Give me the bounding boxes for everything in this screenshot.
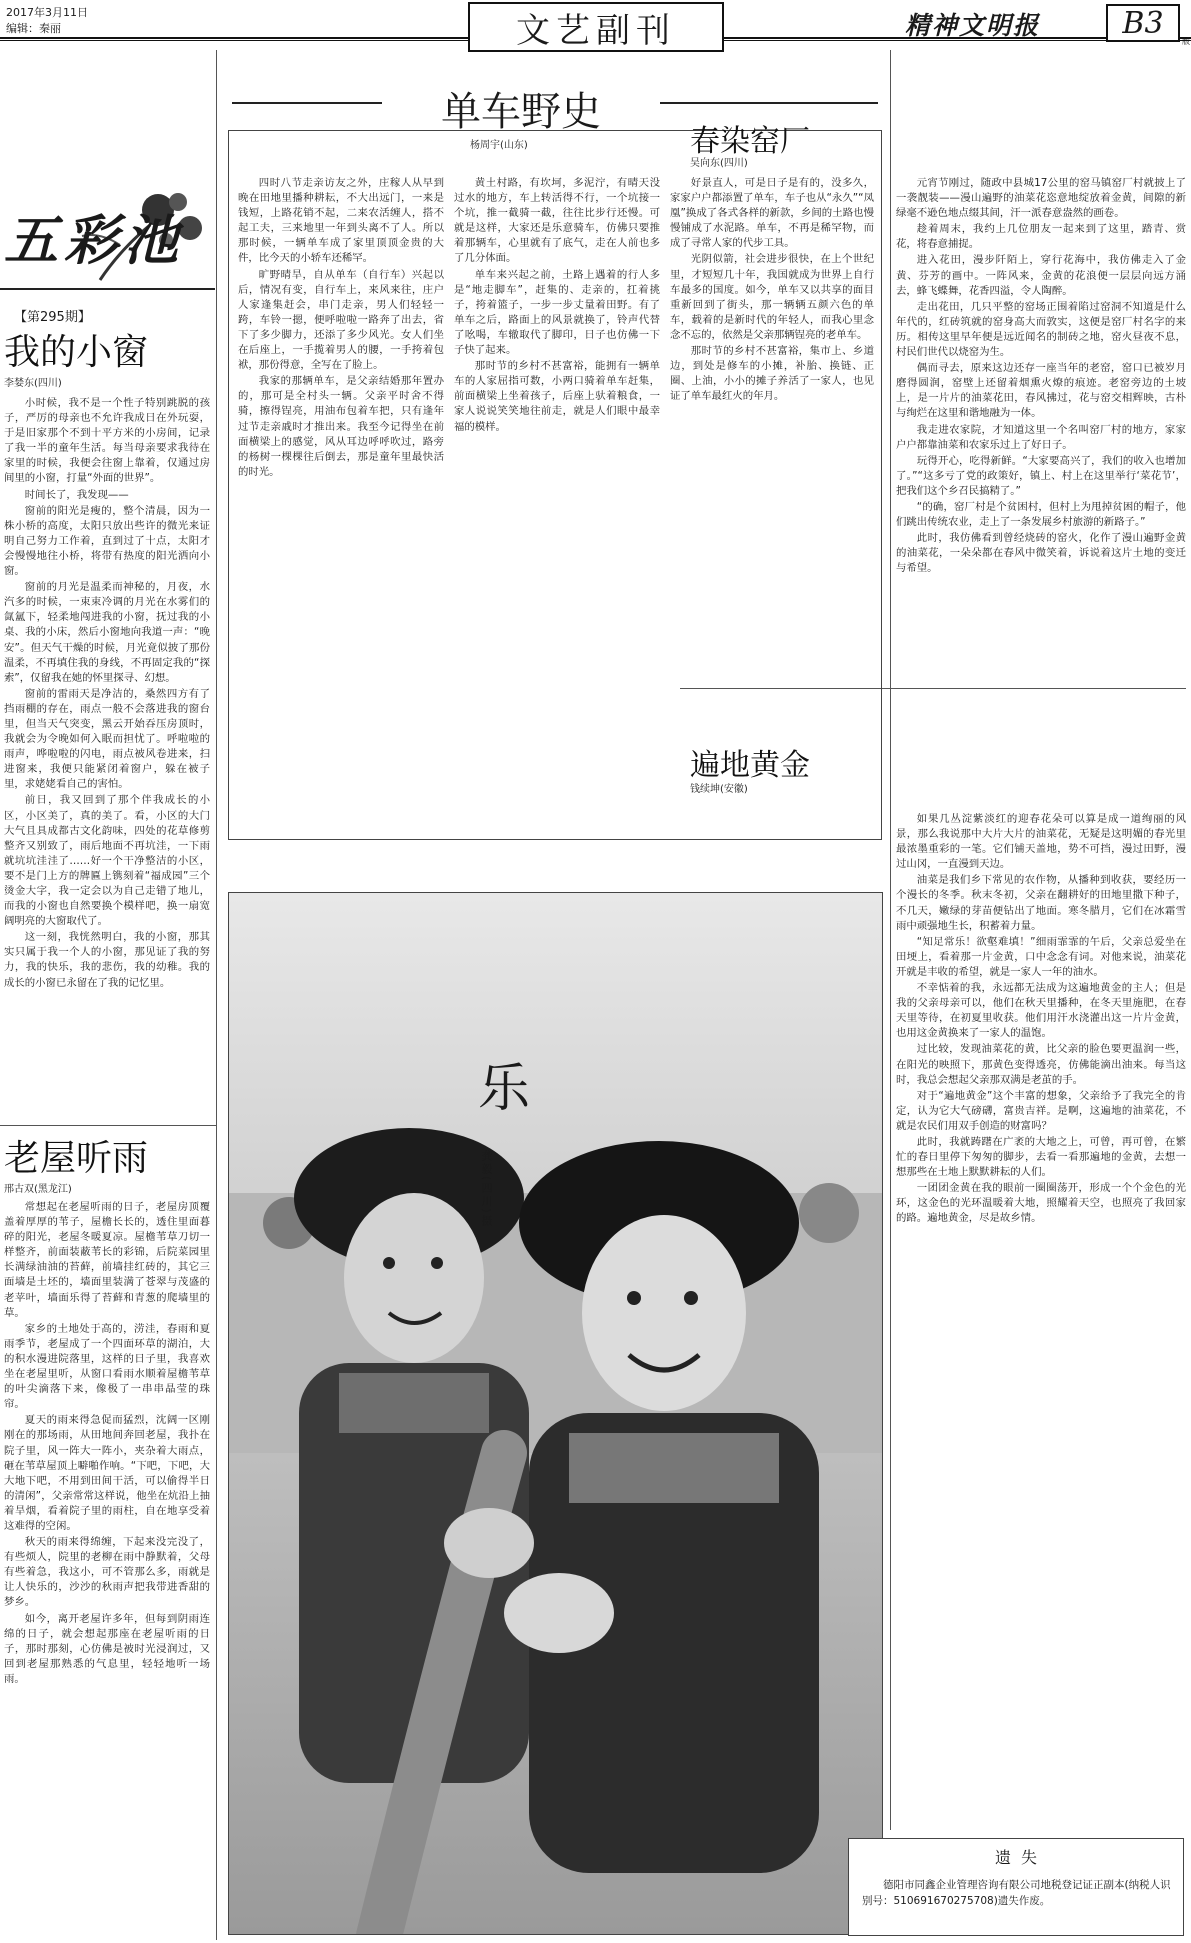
paragraph: 这一刻，我恍然明白，我的小窗，那其实只属于我一个人的小窗，那见证了我的努力，我的快乐，我的悲伤，我的幼稚。我的成长的小窗已永留在了我的记忆里。 [4, 931, 210, 989]
section-title-box [468, 2, 724, 52]
page-suffix: 版 [1182, 37, 1190, 46]
paragraph: 进入花田，漫步阡陌上，穿行花海中，我仿佛走入了金黄、芬芳的画中。一阵风来，金黄的花浪便一层层向远方涌去，蜂飞蝶舞，花香四溢，令人陶醉。 [896, 254, 1186, 297]
lost-notice-body: 德阳市同鑫企业管理咨询有限公司地税登记证正副本(纳税人识别号：510691670275708)遗失作废。 [862, 1879, 1171, 1907]
photo-title: 乐 [478, 1059, 531, 1119]
paragraph: “知足常乐！欲壑难填！”细雨霏霏的午后，父亲总爱坐在田埂上，看着那一片金黄，口中念念有词。对他来说，油菜花开就是丰收的希望，就是一家人一年的油水。 [896, 935, 1186, 978]
paragraph: 单车来兴起之前，土路上遇着的行人多是“地走脚车”，赶集的、走亲的，扛着挑子，挎着篮子，一步一步丈量着田野。有了单车之后，路面上的风景就换了，铃声代替了吆喝，车辙取代了脚印，日子也仿佛一下子快了起来。 [454, 268, 660, 357]
byline-gold: 钱续坤(安徽) [690, 784, 748, 795]
paragraph: 过比较，发现油菜花的黄，比父亲的脸色要更温润一些，在阳光的映照下，那黄色变得透亮，仿佛能滴出油来。每当这时，我总会想起父亲那双满是老茧的手。 [896, 1043, 1186, 1086]
byline-kiln: 吴向东(四川) [690, 158, 748, 169]
paragraph: 窗前的雷雨天是净洁的，桑然四方有了挡雨棚的存在，雨点一般不会落进我的窗台里，但当天气突变，黑云开始吞压房顶时，我就会为令晚如何入眠而担忧了。呼啦啦的雨声，哗啦啦的闪电，雨点被风卷进来，扫进窗来，我便只能紧闭着窗户，躲在被子里，求姥姥看自己的害怕。 [4, 687, 210, 791]
issue-date: 2017年3月11日 [6, 6, 88, 19]
article-title-bike: 单车野史 [441, 89, 601, 135]
paragraph: “的确，窑厂村是个贫困村，但村上为甩掉贫困的帽子，他们跳出传统农业，走上了一条发展乡村旅游的新路子。” [896, 500, 1186, 529]
paragraph: 常想起在老屋听雨的日子，老屋房顶覆盖着厚厚的苇子，屋檐长长的，透住里面暮碎的阳光，老屋冬暖夏凉。屋檐苇草刀切一样整齐，前面装蔽苇长的彩锦，后院菜园里长满绿油油的苔藓，前墙挂红砖的，其它三面墙是土坯的，墙面里装满了苍翠与茂盛的老苹叶，墙面乐得了苔藓和青葱的爬墙里的草。 [4, 1201, 210, 1319]
paragraph: 玩得开心，吃得新鲜。“大家要高兴了，我们的收入也增加了。”“这多亏了党的政策好，镇上、村上在这里举行‘菜花节’，把我们这个乡召民搞精了。” [896, 454, 1186, 497]
paragraph: 小时候，我不是一个性子特别跳脱的孩子，严厉的母亲也不允许我成日在外玩耍，于是旧家那个不到十平方米的小房间，记录了我一半的童年生活。每当母亲要求我待在家里的时候，我便会往窗上靠着，仅通过房间里的小窗，打量“外面的世界”。 [4, 397, 210, 485]
paragraph: 家乡的土地处于高的，涝洼，春雨和夏雨季节，老屋成了一个四面环草的湖泊，大的积水漫进院落里，这样的日子里，我喜欢坐在老屋里听，从窗口看雨水顺着屋檐苇草的叶尖滴落下来，像极了一串串晶莹的珠帘。 [4, 1322, 210, 1411]
paragraph: 偶而寻去，原来这边还存一座当年的老窑，窑口已被岁月磨得圆润，窑壁上还留着烟熏火燎的痕迹。老窑旁边的土坡上，是一片片的油菜花田，春风拂过，花与窑交相辉映，古朴与绚烂在这里和谐地融为一体。 [896, 362, 1186, 420]
paragraph: 黄土村路，有坎坷，多泥泞，有晴天没过水的地方，车上转活得不行，一个坑接一个坑，推一截骑一截，往往比步行还慢。可就是这样，大家还是乐意骑车，仿佛只要推着那辆车，心里就有了底气，走在人前也多了几分体面。 [454, 177, 660, 265]
paragraph: 油菜是我们乡下常见的农作物，从播种到收获，要经历一个漫长的冬季。秋末冬初，父亲在翻耕好的田地里撒下种子，不几天，嫩绿的芽苗便钻出了地面。寒冬腊月，它们在冰霜雪雨中顽强地生长，积蓄着力量。 [896, 874, 1186, 932]
photo-two-women-icon [229, 893, 883, 1935]
paragraph: 此时，我就踌躇在广袤的大地之上，可曾，再可曾，在繁忙的春日里停下匆匆的脚步，去看一看那遍地的金黄，去想一想那些在土地上默默耕耘的人们。 [896, 1135, 1186, 1179]
editor-credit: 编辑：秦丽 [6, 22, 61, 35]
paragraph: 如果几丛淀紫淡红的迎春花朵可以算是成一道绚丽的风景，那么我说那中大片大片的油菜花，无疑是这明媚的春光里最浓墨重彩的一笔。它们铺天盖地，势不可挡，漫过田野，漫过山冈，一直漫到天边。 [896, 813, 1186, 871]
article-body-house [4, 1200, 210, 1935]
photo-credit: 龚毅(四川)摄 [480, 1150, 493, 1228]
paragraph: 光阴似箭，社会进步很快，在上个世纪里，才短短几十年，我国就成为世界上自行车最多的国度。如今，单车又以共享的面目重新回到了街头，那一辆辆五颜六色的单车，载着的是新时代的年轻人，而我心里念念不忘的，依然是父亲那辆锃亮的老单车。 [670, 253, 874, 341]
paragraph: 夏天的雨来得急促而猛烈，沈阔一区刚刚在的那场雨，从田地间奔回老屋，我扑在院子里，风一阵大一阵小，夹杂着大雨点，砸在苇草屋顶上噼啪作响。“下吧，下吧，大大地下吧，不用到田间干活，可以偷得半日的清闲”，父亲常常这样说，他坐在炕沿上抽着旱烟，看着院子里的雨柱，自在地享受着这难得的空闲。 [4, 1414, 210, 1532]
paragraph: 如今，离开老屋许多年，但每到阴雨连绵的日子，就会想起那座在老屋听雨的日子，那时那刻，心仿佛是被时光浸润过，又回到老屋那熟悉的气息里，轻轻地听一场雨。 [4, 1612, 210, 1685]
paragraph: 秋天的雨来得绵缠，下起来没完没了，有些烦人，院里的老柳在雨中静默着，父母有些着急，我这小，可不管那么多，雨就是让人快乐的，沙沙的秋雨声把我带进香甜的梦乡。 [4, 1536, 210, 1609]
paragraph: 那时节的乡村不甚富裕，能拥有一辆单车的人家屈指可数，小两口骑着单车赶集，前面横梁上坐着孩子，后座上驮着粮食，一家人说说笑笑地往前走，就是人们眼中最幸福的模样。 [454, 360, 660, 433]
paragraph: 四时八节走亲访友之外，庄稼人从早到晚在田地里播种耕耘，不大出远门，一来是钱短，上路花销不起，二来农活缠人，搭不起工夫，三来地里一年到头离不了人。所以那时候，一辆单车成了家里顶顶金贵的大件，比今天的小轿车还稀罕。 [238, 177, 444, 265]
byline-house: 邢古双(黑龙江) [4, 1184, 72, 1195]
paragraph: 时间长了，我发现—— [24, 488, 129, 501]
article-body-window [4, 396, 210, 1116]
paragraph: 对于“遍地黄金”这个丰富的想象，父亲给予了我完全的肯定，认为它大气磅礴，富贵吉祥。是啊，这遍地的油菜花，不就是农民们用双手创造的财富吗？ [896, 1089, 1186, 1132]
feature-title-rule-left [232, 102, 382, 104]
article-body-bike-col2 [454, 176, 660, 831]
paragraph: 元宵节刚过，随政中县城17公里的窑马镇窑厂村就披上了一袭靓装——漫山遍野的油菜花恣意地绽放着金黄，间隙的新绿毫不逊色地点缀其间，汗一派春意盎然的画卷。 [896, 177, 1186, 220]
paragraph: 那时节的乡村不甚富裕，集市上、乡道边，到处是修车的小摊，补胎、换链、正圈、上油，小小的摊子养活了一家人，也见证了单车最红火的年月。 [670, 345, 874, 403]
column-divider-left [216, 50, 217, 1940]
column-logo-text: 五彩池 [4, 208, 184, 272]
paragraph: 不幸惦着的我，永远都无法成为这遍地黄金的主人；但是我的父亲母亲可以，他们在秋天里播种，在冬天里施肥，在春天里等待，在初夏里收获。他们用汗水浇灌出这一片片金黄，也用这金黄换来了一家人的温饱。 [896, 982, 1186, 1040]
article-body-bike-col1 [238, 176, 444, 831]
page-number: B3 [1106, 4, 1180, 42]
article-body-bike-col3 [670, 176, 874, 831]
article-title-window: 我的小窗 [4, 332, 149, 373]
article-title-gold: 遍地黄金 [690, 748, 810, 783]
paragraph: 好景直人，可是日子是有的，没多久，家家户户都添置了单车，车子也从“永久”“凤凰”换成了各式各样的新款，乡间的土路也慢慢铺成了水泥路。单车，不再是稀罕物，而成了寻常人家的代步工具。 [670, 177, 874, 250]
paragraph: 我走进农家院，才知道这里一个名叫窑厂村的地方，家家户户都靠油菜和农家乐过上了好日子。 [896, 423, 1186, 451]
paragraph: 走出花田，几只平整的窑场正围着陷过窑洞不知道是什么年代的，红砖筑就的窑身高大而敦实，这便是窑厂村名字的来历。相传这里早年便是远近闻名的制砖之地，窑火昼夜不息，村民们世代以烧窑为生。 [896, 300, 1186, 359]
feature-title-rule-right [660, 102, 878, 104]
article-title-kiln: 春染窑厂 [690, 124, 810, 159]
section-title: 文艺副刊 [516, 10, 676, 51]
paragraph: 趁着周末，我约上几位朋友一起来到了这里，踏青、赏花，将春意捕捉。 [896, 223, 1186, 251]
byline-bike: 杨周宇(山东) [470, 140, 528, 151]
issue-number: 【第295期】 [14, 310, 91, 325]
paragraph: 此时，我仿佛看到曾经烧砖的窑火，化作了漫山遍野金黄的油菜花，一朵朵都在春风中微笑着，诉说着这片土地的变迁与希望。 [896, 532, 1186, 575]
lost-notice-title: 遗失 [995, 1848, 1048, 1867]
article-body-kiln-col2 [896, 176, 1186, 681]
paragraph: 窗前的阳光是瘦的，整个清晨，因为一株小桥的高度，太阳只放出些许的微光来证明自己努力工作着，直到过了十点，太阳才会慢慢地往小桥，将带有热度的阳光洒向小窗。 [4, 504, 210, 578]
paragraph: 一团团金黄在我的眼前一圈圈荡开，形成一个个金色的光环，这金色的光环温暖着大地，照耀着天空，也照亮了我回家的路。遍地黄金，尽是故乡情。 [896, 1182, 1186, 1225]
paragraph: 我家的那辆单车，是父亲结婚那年置办的，那可是全村头一辆。父亲平时舍不得骑，擦得锃亮，用油布包着车把，只有逢年过节走亲戚时才推出来。我至今记得坐在前面横梁上的感觉，风从耳边呼呼吹过，路旁的杨树一棵棵往后倒去，那是童年里最快活的时光。 [238, 375, 444, 478]
byline-window: 李婪东(四川) [4, 378, 62, 389]
newspaper-name: 精神文明报 [905, 11, 1041, 40]
paragraph: 前日，我又回到了那个伴我成长的小区，小区美了，真的美了。看，小区的大门大气且具成都古文化韵味，四处的花草修剪整齐又别致了，雨后地面不再坑洼，一下雨就坑坑洼洼了……好一个干净整洁的小区，要不是门上方的牌匾上镌刻着“福成园”三个烫金大字，我一定会以为自己走错了地儿，而我的小窗也自然要换个模样吧，换一扇宽阔明亮的大窗取代了。 [4, 794, 210, 928]
photo-frame [228, 892, 883, 1935]
article-title-house: 老屋听雨 [4, 1138, 149, 1179]
column-divider-right [890, 50, 891, 1830]
article-body-gold [896, 812, 1186, 1830]
paragraph: 旷野晴旱，自从单车（自行车）兴起以后，情况有变，自行车上，来风来往，庄户人家逢集赶会，串门走亲，男人们轻轻一跨，车铃一摁，便呼啦啦一路奔了出去，省下了多少脚力，还添了多少风光。女人们坐在后座上，一手揽着男人的腰，一手挎着包袱，那份得意，全写在了脸上。 [238, 268, 444, 372]
paragraph: 窗前的月光是温柔而神秘的，月夜，水汽多的时候，一束束冷调的月光在水雾们的氤氲下，轻柔地闯进我的小窗，抚过我的小桌、我的小床，然后小窗地向我道一声：“晚安”。但天气干燥的时候，月光竟似披了那份温柔，不再填住我的身线，不再固定我的“探索”，仅留我在她的怀里探寻、幻想。 [4, 581, 210, 684]
left-article-divider [0, 1125, 216, 1126]
